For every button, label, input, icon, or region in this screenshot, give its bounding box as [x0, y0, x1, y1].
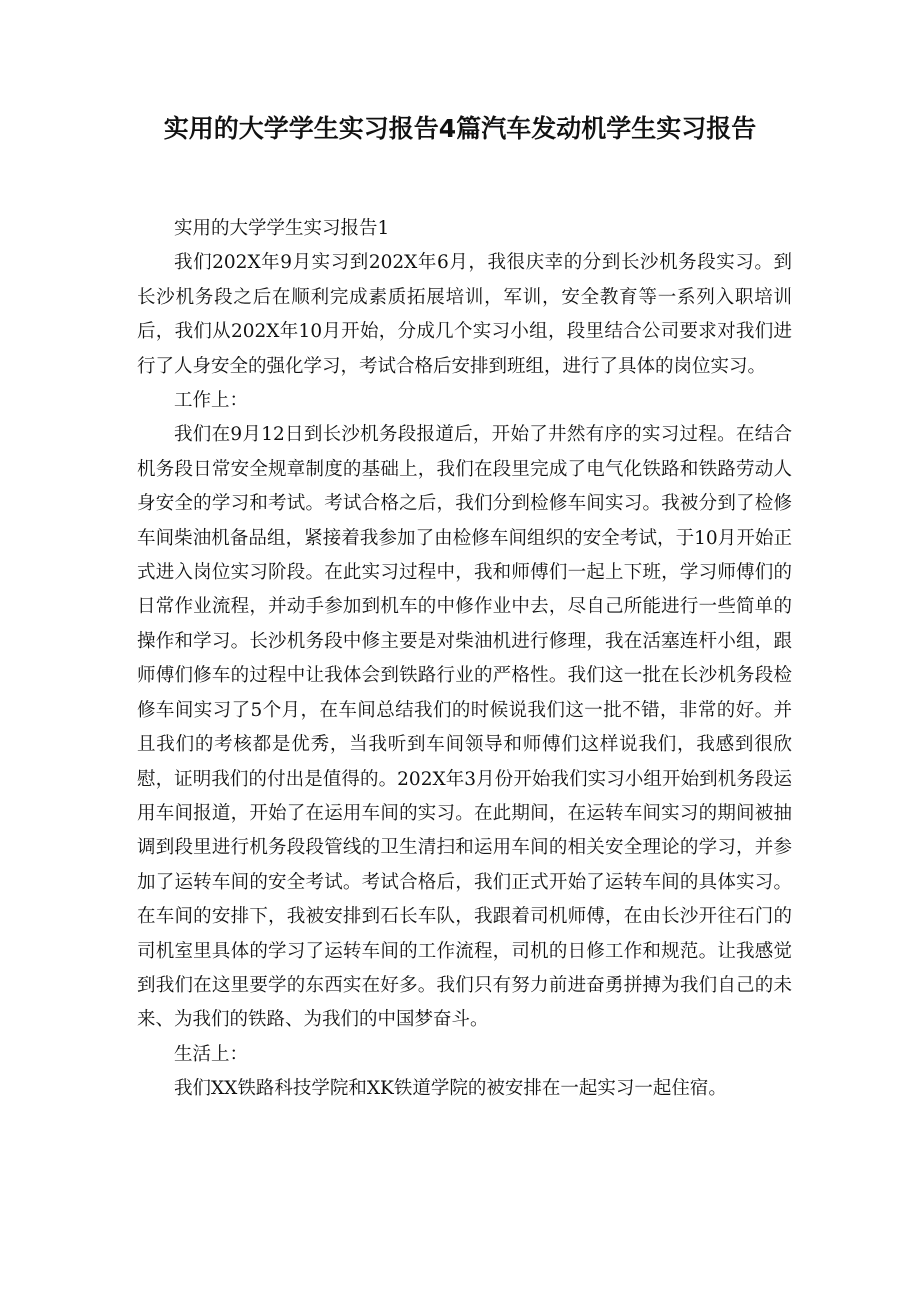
paragraph: 我们202X年9月实习到202X年6月，我很庆幸的分到长沙机务段实习。到长沙机务段之后在顺利完成素质拓展培训，军训，安全教育等一系列入职培训后，我们从202X年10月开始，分成几个实习小组，段里结合公司要求对我们进行了人身安全的强化学习，考试合格后安排到班组，进行了具体的岗位实习。: [137, 252, 792, 377]
paragraph: 我们XX铁路科技学院和XK铁道学院的被安排在一起实习一起住宿。: [174, 1078, 727, 1100]
document-body: [137, 212, 792, 1107]
section-heading: 实用的大学学生实习报告1: [174, 218, 390, 239]
paragraph: 我们在9月12日到长沙机务段报道后，开始了井然有序的实习过程。在结合机务段日常安全规章制度的基础上，我们在段里完成了电气化铁路和铁路劳动人身安全的学习和考试。考试合格之后，我们分到检修车间实习。我被分到了检修车间柴油机备品组，紧接着我参加了由检修车间组织的安全考试，于10月开始正式进入岗位实习阶段。在此实习过程中，我和师傅们一起上下班，学习师傅们的日常作业流程，并动手参加到机车的中修作业中去，尽自己所能进行一些简单的操作和学习。长沙机务段中修主要是对柴油机进行修理，我在活塞连杆小组，跟师傅们修车的过程中让我体会到铁路行业的严格性。我们这一批在长沙机务段检修车间实习了5个月，在车间总结我们的时候说我们这一批不错，非常的好。并且我们的考核都是优秀，当我听到车间领导和师傅们这样说我们，我感到很欣慰，证明我们的付出是值得的。202X年3月份开始我们实习小组开始到机务段运用车间报道，开始了在运用车间的实习。在此期间，在运转车间实习的期间被抽调到段里进行机务段段管线的卫生清扫和运用车间的相关安全理论的学习，并参加了运转车间的安全考试。考试合格后，我们正式开始了运转车间的具体实习。在车间的安排下，我被安排到石长车队，我跟着司机师傅，在由长沙开往石门的司机室里具体的学习了运转车间的工作流程，司机的日修工作和规范。让我感觉到我们在这里要学的东西实在好多。我们只有努力前进奋勇拼搏为我们自己的未来、为我们的铁路、为我们的中国梦奋斗。: [137, 424, 792, 1031]
document-title: 实用的大学学生实习报告4篇汽车发动机学生实习报告: [163, 114, 757, 143]
section-heading: 生活上：: [174, 1043, 249, 1065]
section-heading: 工作上：: [174, 390, 249, 412]
